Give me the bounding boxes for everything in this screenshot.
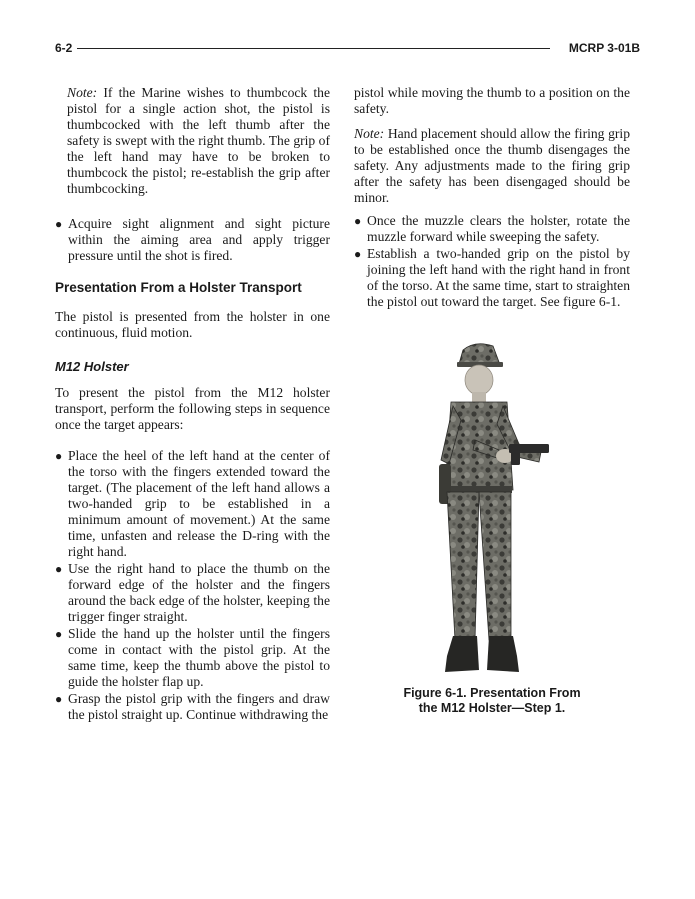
list-item — [55, 626, 330, 690]
bullet-dot-icon: ● — [55, 562, 63, 576]
section-heading: Presentation From a Holster Transport — [55, 280, 302, 295]
right-column — [354, 85, 630, 310]
figure-caption — [354, 686, 630, 716]
list-item — [55, 448, 330, 560]
page-header — [55, 40, 640, 60]
continued-paragraph: pistol while moving the thumb to a position on the safety. — [354, 85, 630, 116]
note-text: If the Marine wishes to thumbcock the pistol for a single action shot, the pistol is thumbcocked with the left thumb after the safety is swept with the right thumb. The grip of the left hand may have to be broken to thumbcock the pistol; re-establish the grip after thumbcocking. — [67, 85, 330, 196]
figure-marine-photo — [415, 340, 565, 676]
list-item-text: Establish a two-handed grip on the pistol by joining the left hand with the right hand in front of the torso. At the same time, start to straighten the pistol out toward the target. See figure 6-1. — [367, 246, 630, 309]
document-id: MCRP 3-01B — [568, 41, 640, 55]
figure-caption-line: the M12 Holster—Step 1. — [418, 701, 566, 715]
intro-paragraph: To present the pistol from the M12 holster transport, perform the following steps in sequence once the target appears: — [55, 385, 330, 432]
page-number: 6-2 — [55, 41, 73, 55]
list-item-text: Place the heel of the left hand at the center of the torso with the fingers extended toward the target. (The placement of the left hand allows a two-handed grip to be established in a minimum amount of movement.) At the same time, unfasten and release the D-ring with the right hand. — [68, 448, 330, 559]
note-text: Hand placement should allow the firing grip to be established once the thumb disengages the safety. Any adjustments made to the firing grip after the safety has been disengaged should be minor. — [354, 126, 630, 205]
list-item-text: Once the muzzle clears the holster, rotate the muzzle forward while sweeping the safety. — [367, 213, 630, 244]
list-item — [354, 246, 630, 310]
note-label: Note: — [67, 85, 98, 100]
figure-caption-line: Figure 6-1. Presentation From — [403, 686, 581, 700]
bullet-dot-icon: ● — [55, 692, 63, 706]
header-rule — [77, 48, 550, 49]
bullet-dot-icon: ● — [55, 449, 63, 463]
section-paragraph: The pistol is presented from the holster in one continuous, fluid motion. — [55, 309, 330, 340]
left-column — [55, 85, 330, 723]
note-paragraph — [354, 126, 630, 206]
list-item — [55, 561, 330, 625]
bullet-dot-icon: ● — [55, 217, 63, 231]
bullet-dot-icon: ● — [354, 247, 362, 261]
list-item-text: Slide the hand up the holster until the fingers come in contact with the pistol grip. At the same time, keep the thumb above the pistol to guide the holster flap up. — [68, 626, 330, 689]
list-item — [55, 216, 330, 264]
note-label: Note: — [354, 126, 385, 141]
marine-holster-illustration — [415, 340, 565, 676]
list-item-text: Acquire sight alignment and sight picture within the aiming area and apply trigger pressure until the shot is fired. — [68, 216, 330, 263]
list-item-text: Grasp the pistol grip with the fingers and draw the pistol straight up. Continue withdrawing the — [68, 691, 330, 722]
list-item — [354, 213, 630, 245]
subsection-heading: M12 Holster — [55, 359, 129, 374]
list-item-text: Use the right hand to place the thumb on the forward edge of the holster and the fingers around the back edge of the holster, keeping the trigger finger straight. — [68, 561, 330, 624]
note-paragraph — [55, 85, 330, 197]
bullet-dot-icon: ● — [354, 214, 362, 228]
list-item — [55, 691, 330, 723]
bullet-dot-icon: ● — [55, 627, 63, 641]
